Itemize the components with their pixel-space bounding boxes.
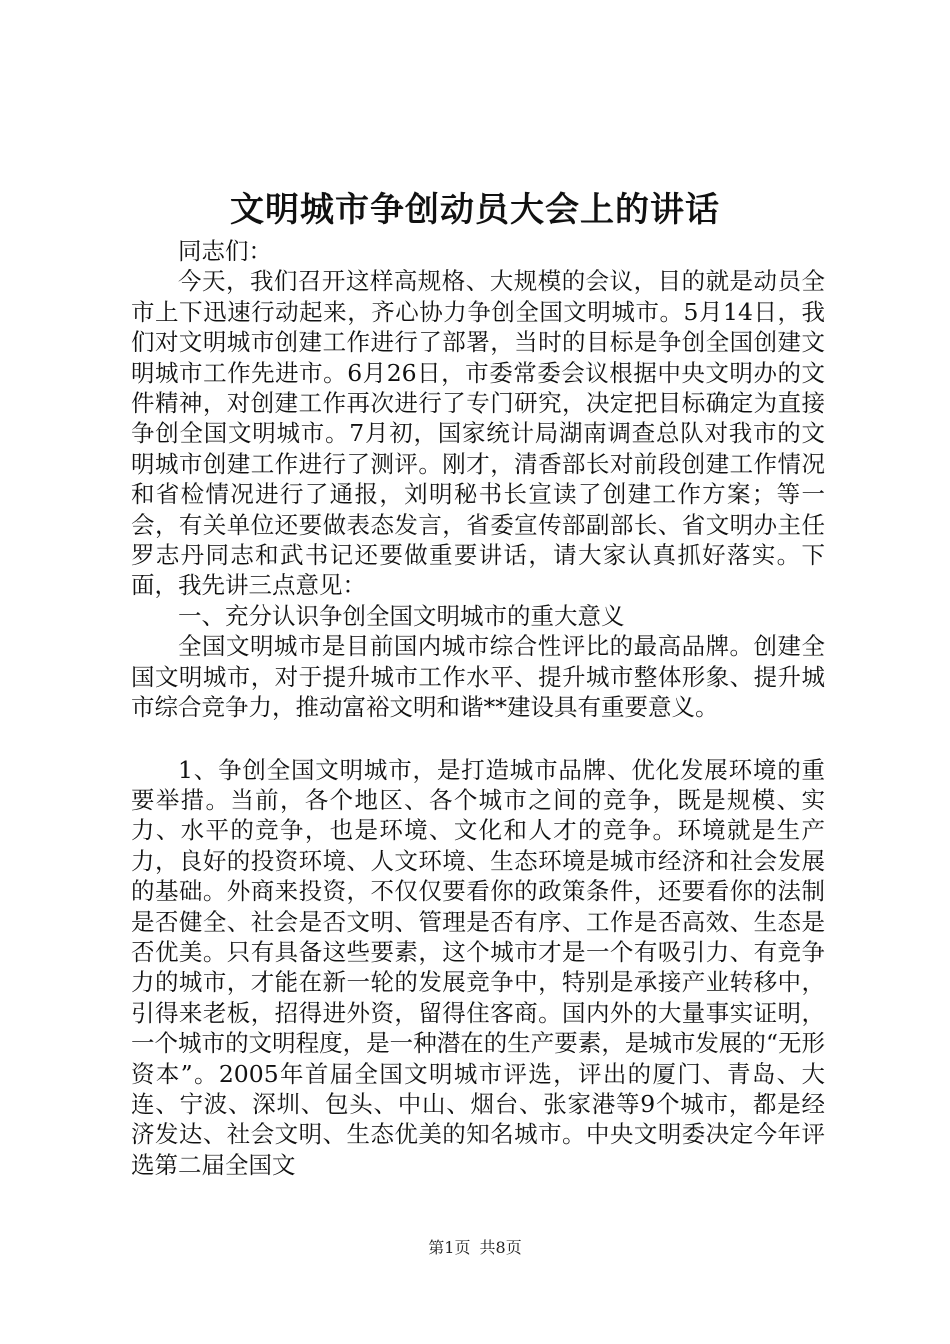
body-paragraph: 全国文明城市是目前国内城市综合性评比的最高品牌。创建全国文明城市，对于提升城市工作水平、提升城市整体形象、提升城市综合竞争力，推动富裕文明和谐**建设具有重要意义。 xyxy=(131,632,825,722)
page-total: 共8页 xyxy=(479,1238,522,1257)
salutation-paragraph: 同志们： xyxy=(178,237,272,265)
page-footer xyxy=(0,1236,950,1260)
page-number: 第1页 xyxy=(428,1238,471,1257)
document-body xyxy=(131,236,825,1180)
paragraph-spacer xyxy=(131,723,825,755)
document-title: 文明城市争创动员大会上的讲话 xyxy=(230,190,720,230)
body-paragraph: 1、争创全国文明城市，是打造城市品牌、优化发展环境的重要举措。当前，各个地区、各个城市之间的竞争，既是规模、实力、水平的竞争，也是环境、文化和人才的竞争。环境就是生产力，良好的投资环境、人文环境、生态环境是城市经济和社会发展的基础。外商来投资，不仅仅要看你的政策条件，还要看你的法制是否健全、社会是否文明、管理是否有序、工作是否高效、生态是否优美。只有具备这些要素，这个城市才是一个有吸引力、有竞争力的城市，才能在新一轮的发展竞争中，特别是承接产业转移中，引得来老板，招得进外资，留得住客商。国内外的大量事实证明，一个城市的文明程度，是一种潜在的生产要素，是城市发展的“无形资本”。2005年首届全国文明城市评选，评出的厦门、青岛、大连、宁波、深圳、包头、中山、烟台、张家港等9个城市，都是经济发达、社会文明、生态优美的知名城市。中央文明委决定今年评选第二届全国文 xyxy=(131,755,825,1179)
section-heading: 一、充分认识争创全国文明城市的重大意义 xyxy=(178,601,625,630)
intro-paragraph: 今天，我们召开这样高规格、大规模的会议，目的就是动员全市上下迅速行动起来，齐心协力争创全国文明城市。5月14日，我们对文明城市创建工作进行了部署，当时的目标是争创全国创建文明城市工作先进市。6月26日，市委常委会议根据中央文明办的文件精神，对创建工作再次进行了专门研究，决定把目标确定为直接争创全国文明城市。7月初，国家统计局湖南调查总队对我市的文明城市创建工作进行了测评。刚才，清香部长对前段创建工作情况和省检情况进行了通报，刘明秘书长宣读了创建工作方案；等一会，有关单位还要做表态发言，省委宣传部副部长、省文明办主任罗志丹同志和武书记还要做重要讲话，请大家认真抓好落实。下面，我先讲三点意见： xyxy=(131,267,825,600)
